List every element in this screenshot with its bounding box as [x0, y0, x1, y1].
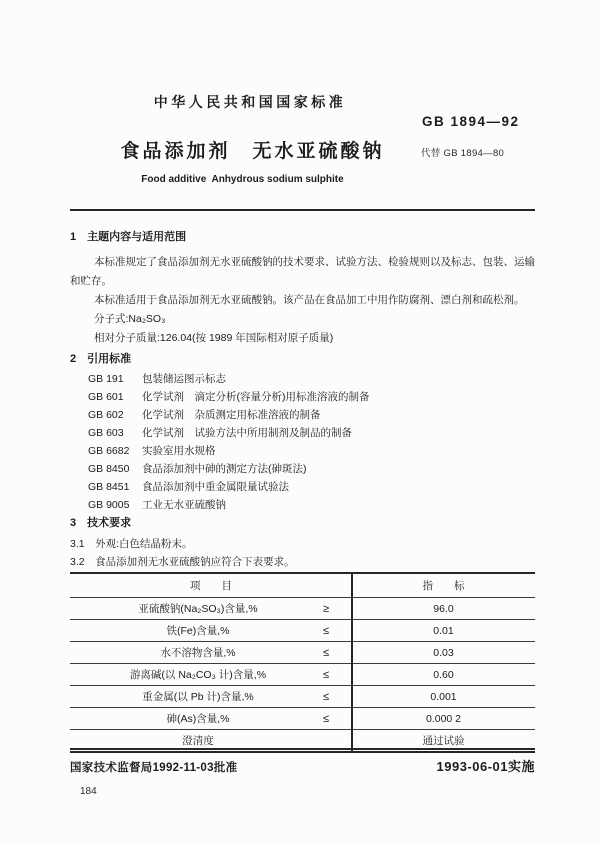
- national-standard-banner: 中华人民共和国国家标准: [153, 94, 347, 110]
- reference-title: 化学试剂 杂质测定用标准溶液的制备: [142, 409, 321, 421]
- clause-3-1: 3.1 外观:白色结晶粉末。: [70, 538, 193, 550]
- table-row: [70, 641, 535, 663]
- relation-symbol: ≥: [322, 602, 330, 615]
- clause-3-2: 3.2 食品添加剂无水亚硫酸钠应符合下表要求。: [70, 556, 295, 568]
- section-3-heading: 3 技术要求: [70, 517, 132, 529]
- item-label: 砷(As)含量,%: [166, 713, 230, 725]
- implementation-date: 1993-06-01实施: [436, 759, 535, 774]
- reference-code: GB 9005: [88, 499, 130, 511]
- reference-title: 食品添加剂中重金属限量试验法: [142, 481, 289, 493]
- item-label: 亚硫酸钠(Na₂SO₃)含量,%: [138, 603, 258, 615]
- relation-symbol: ≤: [322, 712, 330, 725]
- section-1-paragraph: 本标准适用于食品添加剂无水亚硫酸钠。该产品在食品加工中用作防腐剂、漂白剂和疏松剂。: [94, 294, 525, 306]
- molecular-formula: 分子式:Na₂SO₃: [94, 313, 166, 325]
- relation-symbol: ≤: [322, 690, 330, 703]
- reference-title: 工业无水亚硫酸钠: [142, 499, 226, 511]
- page-content: [70, 0, 535, 753]
- spec-value: 96.0: [433, 602, 454, 615]
- reference-title: 化学试剂 滴定分析(容量分析)用标准溶液的制备: [142, 391, 370, 403]
- relation-symbol: ≤: [322, 646, 330, 659]
- list-item: [88, 424, 535, 442]
- list-item: [88, 496, 535, 514]
- approval-authority-date: 国家技术监督局1992-11-03批准: [70, 762, 238, 774]
- standard-number: GB 1894—92: [422, 114, 520, 129]
- list-item: [88, 478, 535, 496]
- section-2-heading: 2 引用标准: [70, 353, 132, 365]
- item-label: 铁(Fe)含量,%: [166, 625, 230, 637]
- spec-value: 0.03: [433, 646, 454, 659]
- table-row: [70, 685, 535, 707]
- approval-footer: [70, 748, 535, 775]
- list-item: [88, 406, 535, 424]
- table-row: [70, 619, 535, 641]
- requirements-table: [70, 572, 535, 753]
- table-column-divider: [351, 574, 353, 751]
- reference-code: GB 601: [88, 391, 124, 403]
- reference-title: 化学试剂 试验方法中所用制剂及制品的制备: [142, 427, 352, 439]
- reference-code: GB 191: [88, 373, 124, 385]
- molecular-weight: 相对分子质量:126.04(按 1989 年国际相对原子质量): [94, 332, 334, 344]
- table-row: [70, 597, 535, 619]
- document-title-cn: 食品添加剂 无水亚硫酸钠: [120, 141, 385, 162]
- referenced-standards-list: [70, 370, 535, 514]
- list-item: [88, 370, 535, 388]
- item-label: 澄清度: [182, 735, 214, 747]
- document-title-en: Food additive Anhydrous sodium sulphite: [141, 174, 344, 185]
- page-number: 184: [80, 786, 97, 797]
- reference-code: GB 603: [88, 427, 124, 439]
- column-header-spec: 指 标: [422, 580, 465, 592]
- spec-value: 0.000 2: [425, 712, 462, 725]
- list-item: [88, 460, 535, 478]
- section-1-heading: 1 主题内容与适用范围: [70, 231, 187, 243]
- item-label: 重金属(以 Pb 计)含量,%: [142, 691, 254, 703]
- list-item: [88, 388, 535, 406]
- item-label: 水不溶物含量,%: [160, 647, 236, 659]
- spec-value: 通过试验: [422, 735, 465, 747]
- reference-code: GB 602: [88, 409, 124, 421]
- reference-title: 实验室用水规格: [142, 445, 216, 457]
- relation-symbol: ≤: [322, 668, 330, 681]
- relation-symbol: ≤: [322, 624, 330, 637]
- table-row: [70, 663, 535, 685]
- reference-title: 食品添加剂中砷的测定方法(砷斑法): [142, 463, 307, 475]
- section-1-paragraph: 本标准规定了食品添加剂无水亚硫酸钠的技术要求、试验方法、检验规则以及标志、包装、运输和贮存。: [70, 256, 535, 287]
- header-divider: [70, 209, 535, 211]
- item-label: 游离碱(以 Na₂CO₃ 计)含量,%: [129, 669, 267, 681]
- reference-code: GB 8450: [88, 463, 130, 475]
- table-row: [70, 707, 535, 729]
- column-header-item: 项 目: [190, 580, 232, 592]
- reference-code: GB 8451: [88, 481, 130, 493]
- table-header-row: [70, 574, 535, 597]
- reference-code: GB 6682: [88, 445, 130, 457]
- replaces-note: 代替 GB 1894—80: [421, 148, 505, 159]
- spec-value: 0.60: [433, 668, 454, 681]
- reference-title: 包装储运图示标志: [142, 373, 226, 385]
- list-item: [88, 442, 535, 460]
- spec-value: 0.001: [430, 690, 457, 703]
- spec-value: 0.01: [433, 624, 454, 637]
